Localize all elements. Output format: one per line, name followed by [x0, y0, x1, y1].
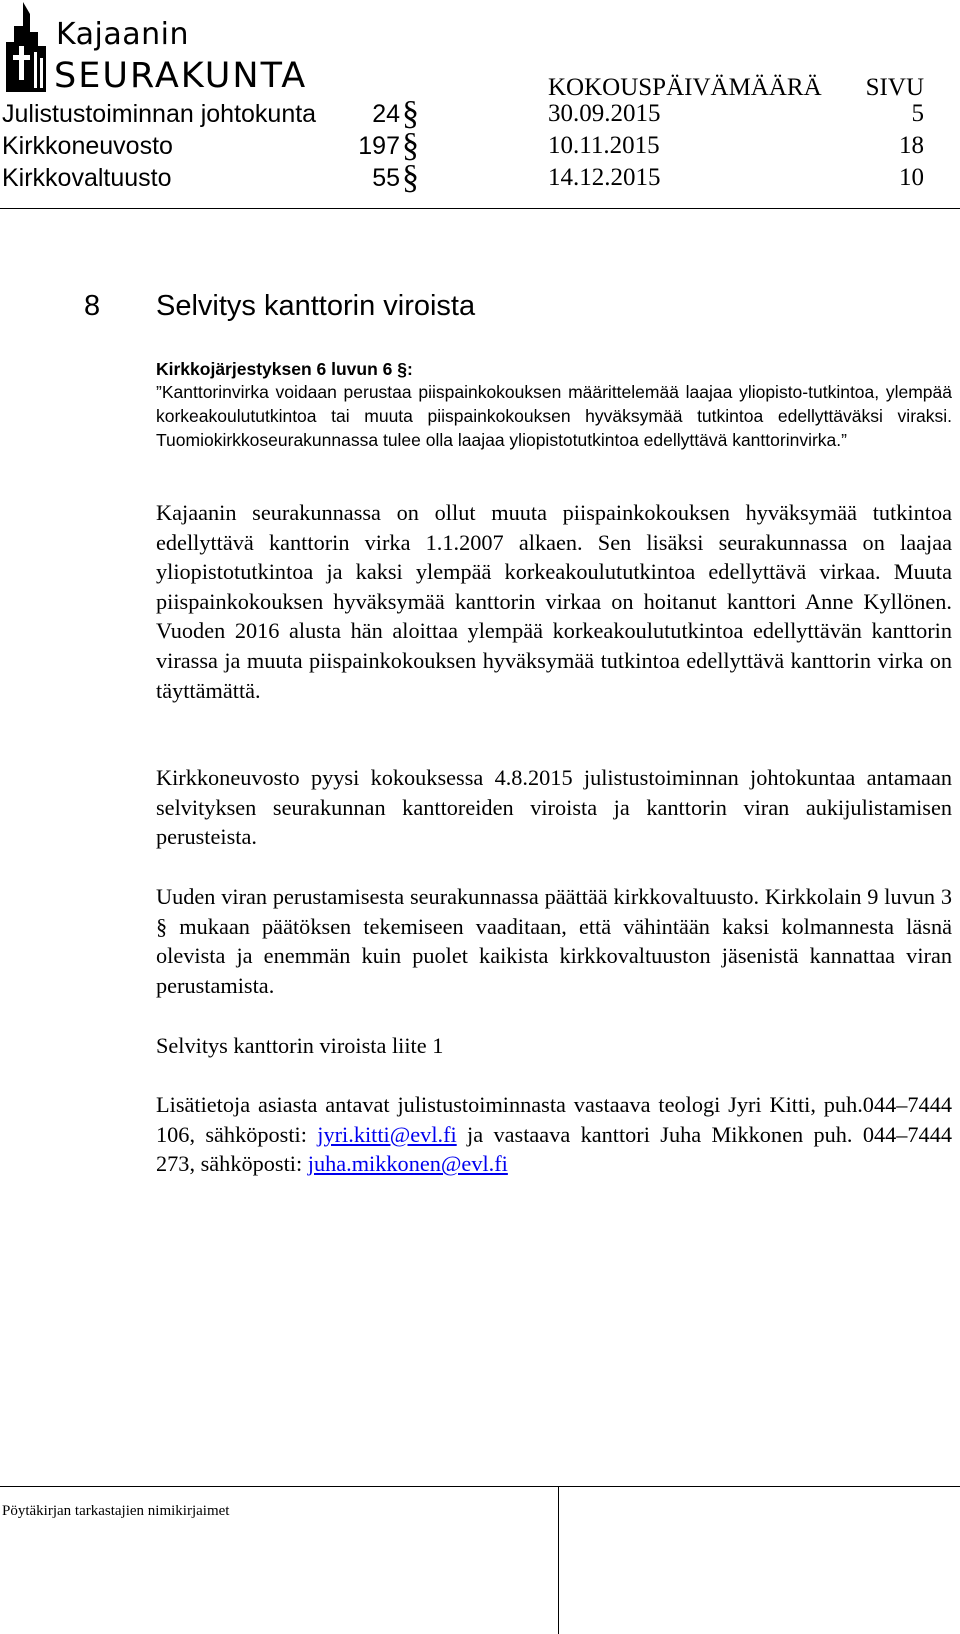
section-title: Selvitys kanttorin viroista	[156, 290, 476, 322]
contact-text: ja vastaava kanttori Juha Mikkonen puh. 044–7444 273, sähköposti:	[156, 1121, 953, 1177]
contact-text: Lisätietoja asiasta antavat julistustoiminnasta vastaava teologi Jyri Kitti, puh.044–7444 106, sähköposti:	[156, 1092, 952, 1147]
meeting-date: 30.09.2015	[548, 100, 661, 127]
email-link-jyri-kitti[interactable]: jyri.kitti@evl.fi	[317, 1121, 457, 1147]
header-divider	[0, 208, 960, 209]
body-paragraph: Kajaanin seurakunnassa on ollut muuta piispainkokouksen hyväksymää tutkintoa edellyttävä kanttorin virka 1.1.2007 alkaen. Sen lisäksi seurakunnassa on laajaa yliopistotutkintoa ja kaksi ylempää korkeakoulututkintoa edellyttävä virkaa. Muuta piispainkokouksen hyväksymää kanttorin virkaa on hoitanut kanttori Anne Kyllönen. Vuoden 2016 alusta hän aloittaa ylempää korkeakoulututkintoa edellyttävän kanttorin virassa ja muuta piispainkokouksen hyväksymää tutkintoa edellyttävä kanttorin virka on täyttämättä.	[156, 500, 952, 703]
footer-divider	[0, 1486, 960, 1487]
page-number: 5	[911, 100, 924, 127]
email-link-juha-mikkonen[interactable]: juha.mikkonen@evl.fi	[307, 1151, 508, 1177]
meeting-row	[0, 127, 960, 164]
contact-paragraph	[156, 1090, 952, 1179]
logo	[2, 0, 332, 98]
attachment-reference: Selvitys kanttorin viroista liite 1	[156, 1033, 444, 1058]
meeting-body: Kirkkoneuvosto	[2, 132, 173, 160]
section-symbol: §	[402, 95, 419, 132]
body-paragraph: Kirkkoneuvosto pyysi kokouksessa 4.8.2015 julistustoiminnan johtokuntaa antamaan selvityksen seurakunnan kanttoreiden viroista ja kanttorin viran aukijulistamisen perusteista.	[156, 765, 952, 850]
footer-column-divider	[558, 1486, 559, 1634]
meeting-date: 14.12.2015	[548, 164, 661, 191]
meeting-row	[0, 159, 960, 196]
logo-text-top: Kajaanin	[56, 17, 189, 52]
meeting-body: Julistustoiminnan johtokunta	[2, 100, 317, 128]
page-number: 10	[899, 164, 924, 191]
quote-heading: Kirkkojärjestyksen 6 luvun 6 §:	[156, 359, 413, 379]
footer-label: Pöytäkirjan tarkastajien nimikirjaimet	[2, 1503, 230, 1519]
section-symbol: §	[402, 159, 419, 196]
page-number: 18	[899, 132, 924, 159]
paragraph-number: 24	[372, 100, 400, 128]
section-number: 8	[84, 290, 101, 322]
meeting-date: 10.11.2015	[548, 132, 660, 159]
paragraph-number: 197	[358, 132, 400, 160]
quote-text: ”Kanttorinvirka voidaan perustaa piispainkokouksen määrittelemää laajaa yliopisto-tutkintoa, ylempää korkeakoulututkintoa tai muuta piispainkokouksen hyväksymää tutkintoa edellyttäväksi viraksi. Tuomiokirkkoseurakunnassa tulee olla laajaa yliopistotutkintoa edellyttävä kanttorinvirka.”	[156, 382, 952, 451]
section-symbol: §	[402, 127, 419, 164]
church-tower-cross-icon	[2, 2, 52, 94]
logo-text-bottom: SEURAKUNTA	[54, 56, 308, 96]
page-heading: SIVU	[865, 74, 924, 101]
meeting-date-heading: KOKOUSPÄIVÄMÄÄRÄ	[548, 74, 822, 101]
body-paragraph: Uuden viran perustamisesta seurakunnassa päättää kirkkovaltuusto. Kirkkolain 9 luvun 3 § mukaan päätöksen tekemiseen vaaditaan, että vähintään kaksi kolmannesta läsnä olevista ja enemmän kuin puolet kaikista kirkkovaltuuston jäsenistä kannattaa viran perustamista.	[156, 884, 952, 998]
paragraph-number: 55	[372, 164, 400, 192]
meeting-body: Kirkkovaltuusto	[2, 164, 172, 192]
meeting-row	[0, 95, 960, 132]
